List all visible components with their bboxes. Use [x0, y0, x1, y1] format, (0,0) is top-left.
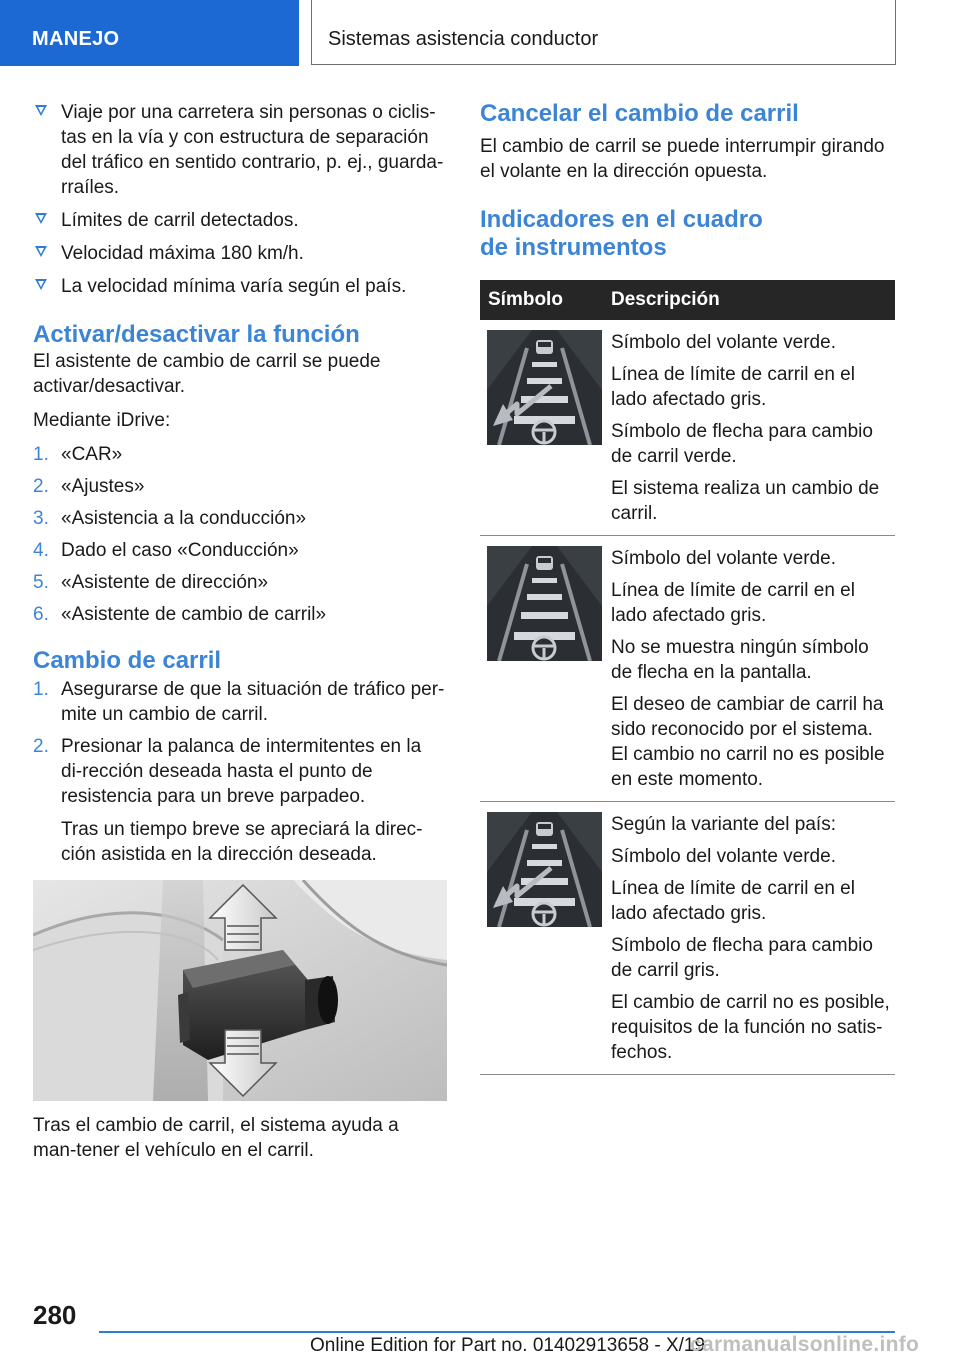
- requirements-list: [33, 100, 447, 299]
- right-column: [480, 100, 895, 1075]
- list-item: 3. «Asistencia a la conducción»: [33, 508, 307, 529]
- description-line: Símbolo de flecha para cambio de carril gris.: [611, 935, 873, 981]
- list-item: Límites de carril detectados.: [33, 208, 447, 233]
- description-line: No se muestra ningún símbolo de flecha en la pantalla.: [611, 637, 869, 683]
- list-item: 1. Asegurarse de que la situación de tráfico per-mite un cambio de carril.: [33, 679, 445, 725]
- triangle-bullet-icon: [35, 279, 47, 290]
- list-item: Viaje por una carretera sin personas o ciclis-tas en la vía y con estructura de separación del tráfico en sentido contrario, p. ej., guarda-rraíles.: [33, 100, 447, 200]
- list-item: La velocidad mínima varía según el país.: [33, 274, 447, 299]
- column-header-symbol: Símbolo: [480, 280, 611, 320]
- description-line: Símbolo del volante verde.: [611, 846, 836, 867]
- symbol-cell: [480, 320, 611, 536]
- description-line: Línea de límite de carril en el lado afectado gris.: [611, 580, 855, 626]
- description-line: Línea de límite de carril en el lado afectado gris.: [611, 878, 855, 924]
- topic-label: Sistemas asistencia conductor: [328, 28, 599, 50]
- description-line: Símbolo de flecha para cambio de carril verde.: [611, 421, 873, 467]
- footer-edition: Online Edition for Part no. 01402913658 - X/19: [310, 1335, 706, 1356]
- lane-change-steps: [33, 677, 447, 867]
- description-line: Símbolo del volante verde.: [611, 548, 836, 569]
- description-cell: [611, 536, 895, 802]
- triangle-bullet-icon: [35, 213, 47, 224]
- list-item: Velocidad máxima 180 km/h.: [33, 241, 447, 266]
- description-line: Línea de límite de carril en el lado afectado gris.: [611, 364, 855, 410]
- cancel-heading: Cancelar el cambio de carril: [480, 100, 799, 127]
- left-column: [33, 100, 447, 1163]
- description-line: El deseo de cambiar de carril ha sido reconocido por el sistema. El cambio no carril no es posible en este momento.: [611, 694, 885, 790]
- table-row: [480, 802, 895, 1075]
- table-row: [480, 320, 895, 536]
- idrive-steps: [33, 442, 447, 627]
- indicator-table: [480, 280, 895, 1075]
- list-item: 6. «Asistente de cambio de carril»: [33, 604, 327, 625]
- steering-wheel-icon: [533, 421, 555, 443]
- step-note: Tras un tiempo breve se apreciará la direc-ción asistida en la dirección deseada.: [61, 819, 423, 865]
- description-line: El cambio de carril no es posible, requisitos de la función no satis-fechos.: [611, 992, 890, 1063]
- description-cell: [611, 320, 895, 536]
- watermark: carmanualsonline.info: [690, 1333, 920, 1356]
- page-number: 280: [33, 1300, 77, 1330]
- activate-via: Mediante iDrive:: [33, 410, 171, 431]
- car-icon: [536, 822, 553, 836]
- lane-assist-symbol-icon: [487, 330, 602, 445]
- column-header-description: Descripción: [611, 280, 895, 320]
- car-icon: [536, 340, 553, 354]
- lane-assist-symbol-icon: [487, 546, 602, 661]
- triangle-bullet-icon: [35, 246, 47, 257]
- description-line: Símbolo del volante verde.: [611, 332, 836, 353]
- turn-signal-lever-image: [33, 880, 447, 1101]
- list-item: 2. «Ajustes»: [33, 476, 145, 497]
- section-tab: [0, 0, 299, 66]
- list-item: 5. «Asistente de dirección»: [33, 572, 269, 593]
- car-icon: [536, 556, 553, 570]
- after-lane-change-text: Tras el cambio de carril, el sistema ayuda a man-tener el vehículo en el carril.: [33, 1115, 399, 1161]
- steering-wheel-icon: [533, 903, 555, 925]
- topic-box: [311, 0, 896, 65]
- description-line: El sistema realiza un cambio de carril.: [611, 478, 880, 524]
- symbol-cell: [480, 802, 611, 1075]
- table-header-row: [480, 280, 895, 320]
- page-header: [0, 0, 960, 66]
- table-row: [480, 536, 895, 802]
- turn-signal-lever-illustration: [33, 880, 447, 1101]
- activate-heading: Activar/desactivar la función: [33, 321, 360, 348]
- cancel-text: El cambio de carril se puede interrumpir girando el volante en la dirección opuesta.: [480, 136, 885, 182]
- list-item: 4. Dado el caso «Conducción»: [33, 540, 299, 561]
- list-item: 2. Presionar la palanca de intermitentes en la di-rección deseada hasta el punto de resistencia para un breve parpadeo. Tras un tiempo breve se apreciará la direc-ción asistida en la dirección deseada.: [33, 734, 447, 867]
- triangle-bullet-icon: [35, 105, 47, 116]
- section-label: MANEJO: [32, 28, 120, 50]
- lane-change-heading: Cambio de carril: [33, 647, 222, 674]
- description-cell: [611, 802, 895, 1075]
- list-item: 1. «CAR»: [33, 444, 123, 465]
- symbol-cell: [480, 536, 611, 802]
- lane-assist-symbol-icon: [487, 812, 602, 927]
- activate-intro: El asistente de cambio de carril se puede activar/desactivar.: [33, 351, 381, 397]
- description-line: Según la variante del país:: [611, 814, 836, 835]
- steering-wheel-icon: [533, 637, 555, 659]
- indicators-heading: Indicadores en el cuadro de instrumentos: [480, 206, 763, 261]
